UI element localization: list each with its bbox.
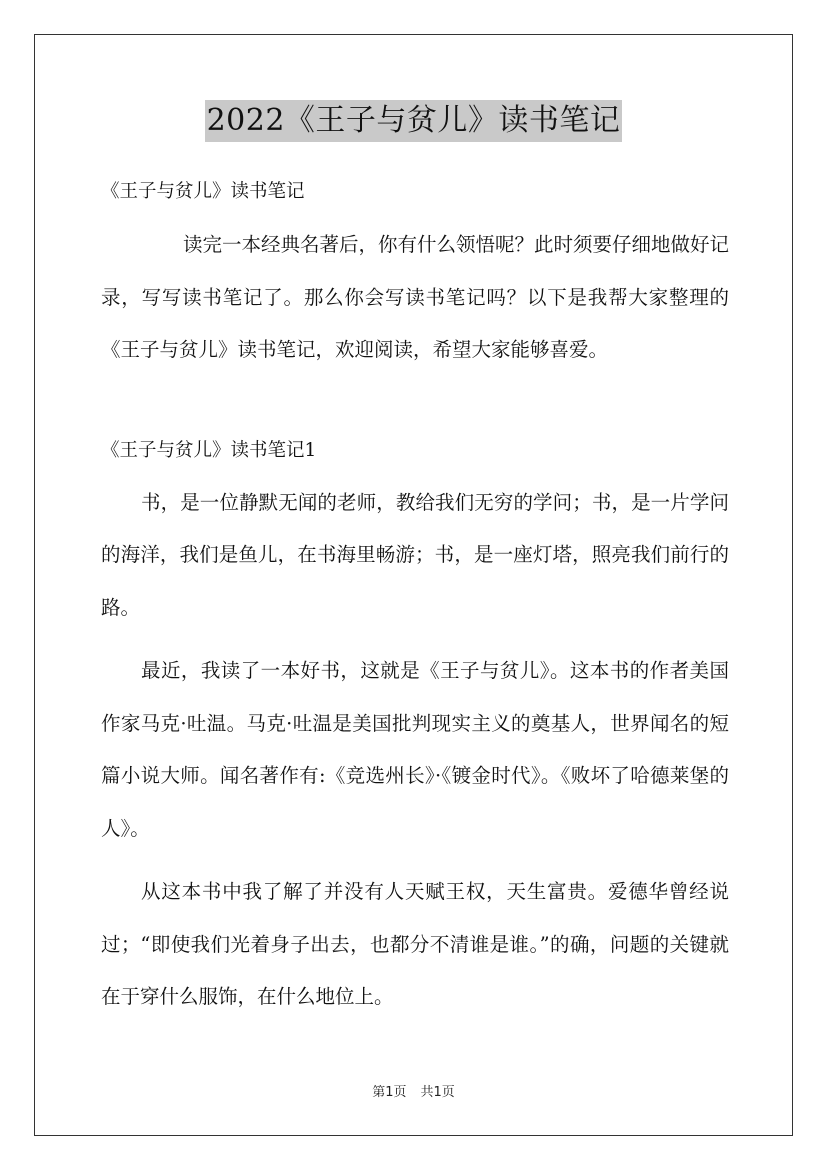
intro-paragraph: 读完一本经典名著后，你有什么领悟呢？此时须要仔细地做好记录，写写读书笔记了。那么你会写读书笔记吗？以下是我帮大家整理的《王子与贫儿》读书笔记，欢迎阅读，希望大家能够喜爱。 (101, 233, 730, 361)
page-total: 共1页 (420, 1085, 455, 1100)
document-title: 2022《王子与贫儿》读书笔记 (205, 100, 623, 142)
body-paragraph-3: 从这本书中我了解了并没有人天赋王权，天生富贵。爱德华曾经说过；“即使我们光着身子出去，也都分不清谁是谁。”的确，问题的关键就在于穿什么服饰，在什么地位上。 (101, 880, 729, 1008)
page-footer (0, 1081, 827, 1100)
title-container (0, 100, 827, 142)
body-paragraph-2: 最近，我读了一本好书，这就是《王子与贫儿》。这本书的作者美国作家马克·吐温。马克·吐温是美国批判现实主义的奠基人，世界闻名的短篇小说大师。闻名著作有:《竞选州长》·《镀金时代》。《败坏了哈德莱堡的人》。 (101, 659, 729, 840)
body-paragraph-1: 书，是一位静默无闻的老师，教给我们无穷的学问；书，是一片学问的海洋，我们是鱼儿，在书海里畅游；书，是一座灯塔，照亮我们前行的路。 (101, 490, 729, 619)
section-gap (101, 377, 729, 425)
document-body (101, 166, 729, 1024)
section-heading: 《王子与贫儿》读书笔记1 (101, 439, 317, 461)
page-number: 第1页 (372, 1085, 407, 1100)
document-subtitle: 《王子与贫儿》读书笔记 (101, 181, 305, 202)
